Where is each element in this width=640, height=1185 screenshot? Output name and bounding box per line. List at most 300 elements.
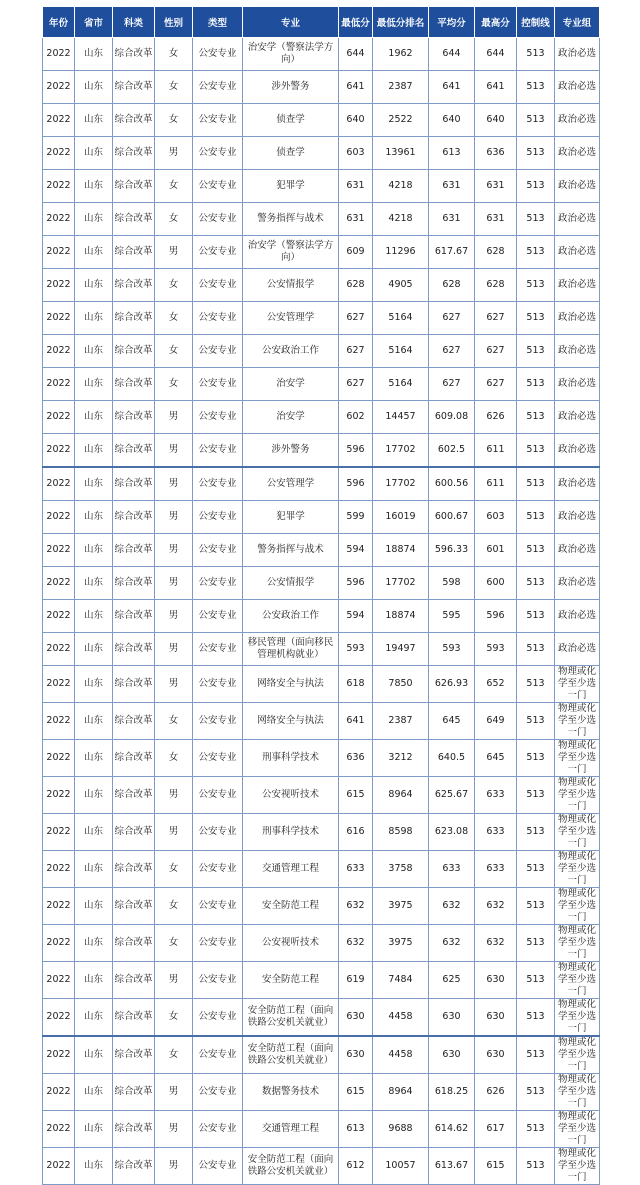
- cell-subject-group: 物理或化学至少选一门: [555, 888, 600, 925]
- cell-category: 综合改革: [113, 666, 155, 703]
- cell-province: 山东: [75, 501, 113, 534]
- cell-min-rank: 5164: [373, 335, 429, 368]
- cell-min-rank: 3758: [373, 851, 429, 888]
- cell-province: 山东: [75, 888, 113, 925]
- cell-gender: 男: [155, 1111, 193, 1148]
- cell-major: 公安政治工作: [243, 600, 339, 633]
- cell-type: 公安专业: [193, 703, 243, 740]
- header-type: 类型: [193, 7, 243, 38]
- header-province: 省市: [75, 7, 113, 38]
- cell-min-rank: 8964: [373, 777, 429, 814]
- cell-year: 2022: [43, 170, 75, 203]
- cell-province: 山东: [75, 633, 113, 666]
- cell-category: 综合改革: [113, 1148, 155, 1185]
- cell-type: 公安专业: [193, 633, 243, 666]
- cell-province: 山东: [75, 1111, 113, 1148]
- cell-major: 警务指挥与战术: [243, 534, 339, 567]
- cell-type: 公安专业: [193, 170, 243, 203]
- admission-score-table-container: [42, 6, 599, 1185]
- cell-type: 公安专业: [193, 600, 243, 633]
- cell-type: 公安专业: [193, 203, 243, 236]
- cell-avg-score: 609.08: [429, 401, 475, 434]
- admission-score-table: [42, 6, 600, 1185]
- cell-max-score: 636: [475, 137, 517, 170]
- cell-category: 综合改革: [113, 104, 155, 137]
- table-row: [43, 335, 600, 368]
- cell-control-line: 513: [517, 925, 555, 962]
- cell-min-score: 602: [339, 401, 373, 434]
- cell-min-rank: 2387: [373, 71, 429, 104]
- cell-max-score: 611: [475, 434, 517, 468]
- cell-max-score: 627: [475, 302, 517, 335]
- cell-gender: 男: [155, 501, 193, 534]
- cell-gender: 女: [155, 38, 193, 71]
- cell-year: 2022: [43, 302, 75, 335]
- table-row: [43, 999, 600, 1037]
- cell-category: 综合改革: [113, 501, 155, 534]
- cell-subject-group: 物理或化学至少选一门: [555, 814, 600, 851]
- cell-control-line: 513: [517, 38, 555, 71]
- cell-province: 山东: [75, 925, 113, 962]
- cell-category: 综合改革: [113, 302, 155, 335]
- cell-avg-score: 630: [429, 999, 475, 1037]
- cell-major: 公安政治工作: [243, 335, 339, 368]
- cell-min-score: 616: [339, 814, 373, 851]
- cell-avg-score: 627: [429, 368, 475, 401]
- cell-category: 综合改革: [113, 534, 155, 567]
- cell-type: 公安专业: [193, 467, 243, 501]
- cell-subject-group: 政治必选: [555, 633, 600, 666]
- cell-max-score: 631: [475, 203, 517, 236]
- cell-avg-score: 633: [429, 851, 475, 888]
- table-row: [43, 302, 600, 335]
- cell-category: 综合改革: [113, 170, 155, 203]
- cell-gender: 女: [155, 1036, 193, 1074]
- table-row: [43, 501, 600, 534]
- cell-year: 2022: [43, 236, 75, 269]
- table-row: [43, 888, 600, 925]
- cell-year: 2022: [43, 467, 75, 501]
- cell-min-score: 593: [339, 633, 373, 666]
- header-control-line: 控制线: [517, 7, 555, 38]
- cell-subject-group: 政治必选: [555, 567, 600, 600]
- cell-control-line: 513: [517, 1148, 555, 1185]
- cell-year: 2022: [43, 38, 75, 71]
- cell-control-line: 513: [517, 814, 555, 851]
- cell-max-score: 628: [475, 269, 517, 302]
- cell-major: 涉外警务: [243, 434, 339, 468]
- cell-min-score: 630: [339, 1036, 373, 1074]
- cell-max-score: 631: [475, 170, 517, 203]
- cell-category: 综合改革: [113, 1111, 155, 1148]
- cell-category: 综合改革: [113, 633, 155, 666]
- cell-year: 2022: [43, 104, 75, 137]
- cell-gender: 男: [155, 962, 193, 999]
- cell-type: 公安专业: [193, 814, 243, 851]
- cell-gender: 女: [155, 335, 193, 368]
- cell-max-score: 652: [475, 666, 517, 703]
- cell-gender: 女: [155, 999, 193, 1037]
- cell-avg-score: 625.67: [429, 777, 475, 814]
- cell-gender: 男: [155, 1074, 193, 1111]
- cell-major: 犯罪学: [243, 170, 339, 203]
- cell-category: 综合改革: [113, 703, 155, 740]
- cell-max-score: 617: [475, 1111, 517, 1148]
- cell-min-rank: 10057: [373, 1148, 429, 1185]
- cell-type: 公安专业: [193, 368, 243, 401]
- cell-year: 2022: [43, 600, 75, 633]
- cell-category: 综合改革: [113, 999, 155, 1037]
- cell-year: 2022: [43, 71, 75, 104]
- cell-min-score: 636: [339, 740, 373, 777]
- cell-gender: 男: [155, 666, 193, 703]
- cell-control-line: 513: [517, 401, 555, 434]
- cell-year: 2022: [43, 1074, 75, 1111]
- cell-max-score: 593: [475, 633, 517, 666]
- cell-province: 山东: [75, 203, 113, 236]
- cell-control-line: 513: [517, 104, 555, 137]
- cell-year: 2022: [43, 335, 75, 368]
- cell-year: 2022: [43, 434, 75, 468]
- cell-min-score: 612: [339, 1148, 373, 1185]
- cell-gender: 男: [155, 236, 193, 269]
- cell-control-line: 513: [517, 269, 555, 302]
- cell-year: 2022: [43, 1036, 75, 1074]
- cell-max-score: 630: [475, 999, 517, 1037]
- cell-type: 公安专业: [193, 777, 243, 814]
- cell-province: 山东: [75, 567, 113, 600]
- cell-major: 公安情报学: [243, 567, 339, 600]
- cell-gender: 女: [155, 302, 193, 335]
- cell-major: 治安学（警察法学方向）: [243, 236, 339, 269]
- cell-type: 公安专业: [193, 962, 243, 999]
- cell-max-score: 603: [475, 501, 517, 534]
- cell-max-score: 600: [475, 567, 517, 600]
- cell-avg-score: 641: [429, 71, 475, 104]
- cell-avg-score: 617.67: [429, 236, 475, 269]
- cell-gender: 女: [155, 925, 193, 962]
- cell-avg-score: 627: [429, 335, 475, 368]
- cell-max-score: 628: [475, 236, 517, 269]
- cell-max-score: 633: [475, 777, 517, 814]
- table-row: [43, 401, 600, 434]
- cell-min-score: 627: [339, 368, 373, 401]
- cell-year: 2022: [43, 567, 75, 600]
- cell-category: 综合改革: [113, 137, 155, 170]
- cell-min-score: 633: [339, 851, 373, 888]
- cell-major: 治安学（警察法学方向）: [243, 38, 339, 71]
- cell-category: 综合改革: [113, 851, 155, 888]
- cell-min-score: 631: [339, 203, 373, 236]
- cell-subject-group: 政治必选: [555, 335, 600, 368]
- cell-max-score: 640: [475, 104, 517, 137]
- cell-min-score: 641: [339, 703, 373, 740]
- cell-category: 综合改革: [113, 777, 155, 814]
- cell-major: 侦查学: [243, 104, 339, 137]
- cell-major: 警务指挥与战术: [243, 203, 339, 236]
- cell-subject-group: 政治必选: [555, 137, 600, 170]
- cell-gender: 男: [155, 600, 193, 633]
- cell-max-score: 615: [475, 1148, 517, 1185]
- cell-subject-group: 政治必选: [555, 170, 600, 203]
- table-row: [43, 1148, 600, 1185]
- cell-year: 2022: [43, 1111, 75, 1148]
- cell-min-rank: 4458: [373, 1036, 429, 1074]
- cell-min-score: 599: [339, 501, 373, 534]
- cell-type: 公安专业: [193, 269, 243, 302]
- cell-type: 公安专业: [193, 236, 243, 269]
- cell-gender: 男: [155, 534, 193, 567]
- cell-gender: 男: [155, 434, 193, 468]
- cell-max-score: 630: [475, 962, 517, 999]
- cell-province: 山东: [75, 534, 113, 567]
- cell-avg-score: 631: [429, 170, 475, 203]
- table-row: [43, 777, 600, 814]
- cell-type: 公安专业: [193, 401, 243, 434]
- cell-min-score: 594: [339, 600, 373, 633]
- cell-province: 山东: [75, 851, 113, 888]
- cell-subject-group: 物理或化学至少选一门: [555, 1036, 600, 1074]
- cell-gender: 男: [155, 777, 193, 814]
- cell-year: 2022: [43, 888, 75, 925]
- cell-avg-score: 600.67: [429, 501, 475, 534]
- table-row: [43, 534, 600, 567]
- cell-major: 公安视听技术: [243, 777, 339, 814]
- cell-max-score: 641: [475, 71, 517, 104]
- cell-type: 公安专业: [193, 1148, 243, 1185]
- cell-subject-group: 政治必选: [555, 401, 600, 434]
- header-major: 专业: [243, 7, 339, 38]
- table-row: [43, 236, 600, 269]
- cell-control-line: 513: [517, 1074, 555, 1111]
- cell-subject-group: 政治必选: [555, 269, 600, 302]
- cell-avg-score: 613: [429, 137, 475, 170]
- cell-min-rank: 5164: [373, 302, 429, 335]
- cell-max-score: 626: [475, 1074, 517, 1111]
- cell-avg-score: 593: [429, 633, 475, 666]
- cell-type: 公安专业: [193, 999, 243, 1037]
- cell-year: 2022: [43, 999, 75, 1037]
- cell-major: 涉外警务: [243, 71, 339, 104]
- cell-gender: 男: [155, 1148, 193, 1185]
- cell-avg-score: 628: [429, 269, 475, 302]
- cell-avg-score: 598: [429, 567, 475, 600]
- cell-control-line: 513: [517, 962, 555, 999]
- cell-max-score: 649: [475, 703, 517, 740]
- table-row: [43, 666, 600, 703]
- cell-gender: 女: [155, 740, 193, 777]
- cell-subject-group: 政治必选: [555, 501, 600, 534]
- cell-type: 公安专业: [193, 534, 243, 567]
- cell-province: 山东: [75, 269, 113, 302]
- table-row: [43, 467, 600, 501]
- table-row: [43, 1111, 600, 1148]
- cell-category: 综合改革: [113, 814, 155, 851]
- cell-year: 2022: [43, 851, 75, 888]
- cell-year: 2022: [43, 962, 75, 999]
- cell-subject-group: 政治必选: [555, 203, 600, 236]
- table-row: [43, 269, 600, 302]
- cell-subject-group: 物理或化学至少选一门: [555, 962, 600, 999]
- cell-subject-group: 政治必选: [555, 71, 600, 104]
- cell-province: 山东: [75, 777, 113, 814]
- cell-subject-group: 政治必选: [555, 236, 600, 269]
- cell-gender: 男: [155, 401, 193, 434]
- cell-min-rank: 17702: [373, 467, 429, 501]
- cell-subject-group: 物理或化学至少选一门: [555, 999, 600, 1037]
- header-min-score: 最低分: [339, 7, 373, 38]
- cell-min-rank: 17702: [373, 434, 429, 468]
- cell-min-score: 594: [339, 534, 373, 567]
- cell-avg-score: 627: [429, 302, 475, 335]
- cell-category: 综合改革: [113, 740, 155, 777]
- cell-min-score: 596: [339, 467, 373, 501]
- cell-avg-score: 623.08: [429, 814, 475, 851]
- cell-avg-score: 614.62: [429, 1111, 475, 1148]
- cell-max-score: 626: [475, 401, 517, 434]
- cell-subject-group: 政治必选: [555, 600, 600, 633]
- cell-min-rank: 8598: [373, 814, 429, 851]
- cell-category: 综合改革: [113, 401, 155, 434]
- cell-avg-score: 645: [429, 703, 475, 740]
- cell-province: 山东: [75, 962, 113, 999]
- cell-major: 网络安全与执法: [243, 703, 339, 740]
- cell-gender: 女: [155, 368, 193, 401]
- cell-province: 山东: [75, 38, 113, 71]
- cell-avg-score: 596.33: [429, 534, 475, 567]
- cell-year: 2022: [43, 501, 75, 534]
- cell-year: 2022: [43, 203, 75, 236]
- cell-min-score: 630: [339, 999, 373, 1037]
- cell-category: 综合改革: [113, 38, 155, 71]
- table-row: [43, 633, 600, 666]
- cell-max-score: 644: [475, 38, 517, 71]
- cell-category: 综合改革: [113, 269, 155, 302]
- cell-gender: 男: [155, 137, 193, 170]
- table-row: [43, 962, 600, 999]
- cell-min-rank: 4218: [373, 170, 429, 203]
- cell-major: 公安情报学: [243, 269, 339, 302]
- cell-control-line: 513: [517, 71, 555, 104]
- cell-year: 2022: [43, 1148, 75, 1185]
- cell-min-score: 615: [339, 1074, 373, 1111]
- cell-control-line: 513: [517, 851, 555, 888]
- cell-min-rank: 4905: [373, 269, 429, 302]
- cell-province: 山东: [75, 703, 113, 740]
- cell-avg-score: 632: [429, 888, 475, 925]
- cell-year: 2022: [43, 137, 75, 170]
- cell-min-rank: 18874: [373, 600, 429, 633]
- cell-province: 山东: [75, 137, 113, 170]
- cell-min-score: 618: [339, 666, 373, 703]
- cell-major: 刑事科学技术: [243, 814, 339, 851]
- table-header-row: [43, 7, 600, 38]
- cell-province: 山东: [75, 401, 113, 434]
- cell-type: 公安专业: [193, 925, 243, 962]
- cell-avg-score: 640.5: [429, 740, 475, 777]
- cell-major: 移民管理（面向移民管理机构就业）: [243, 633, 339, 666]
- table-row: [43, 740, 600, 777]
- cell-major: 犯罪学: [243, 501, 339, 534]
- cell-min-rank: 4458: [373, 999, 429, 1037]
- cell-year: 2022: [43, 534, 75, 567]
- cell-major: 治安学: [243, 368, 339, 401]
- cell-min-rank: 8964: [373, 1074, 429, 1111]
- cell-avg-score: 618.25: [429, 1074, 475, 1111]
- cell-min-score: 641: [339, 71, 373, 104]
- cell-category: 综合改革: [113, 1074, 155, 1111]
- cell-major: 安全防范工程: [243, 962, 339, 999]
- cell-province: 山东: [75, 434, 113, 468]
- cell-min-rank: 14457: [373, 401, 429, 434]
- table-row: [43, 703, 600, 740]
- cell-category: 综合改革: [113, 962, 155, 999]
- cell-control-line: 513: [517, 170, 555, 203]
- cell-subject-group: 物理或化学至少选一门: [555, 1111, 600, 1148]
- cell-avg-score: 600.56: [429, 467, 475, 501]
- cell-avg-score: 630: [429, 1036, 475, 1074]
- cell-max-score: 611: [475, 467, 517, 501]
- cell-province: 山东: [75, 104, 113, 137]
- cell-control-line: 513: [517, 302, 555, 335]
- cell-min-rank: 16019: [373, 501, 429, 534]
- header-min-rank: 最低分排名: [373, 7, 429, 38]
- cell-max-score: 601: [475, 534, 517, 567]
- cell-min-score: 631: [339, 170, 373, 203]
- cell-major: 公安视听技术: [243, 925, 339, 962]
- cell-max-score: 633: [475, 814, 517, 851]
- cell-min-rank: 1962: [373, 38, 429, 71]
- cell-control-line: 513: [517, 567, 555, 600]
- cell-subject-group: 物理或化学至少选一门: [555, 851, 600, 888]
- cell-max-score: 633: [475, 851, 517, 888]
- cell-type: 公安专业: [193, 137, 243, 170]
- cell-control-line: 513: [517, 777, 555, 814]
- cell-control-line: 513: [517, 501, 555, 534]
- cell-major: 交通管理工程: [243, 851, 339, 888]
- cell-avg-score: 644: [429, 38, 475, 71]
- cell-min-rank: 13961: [373, 137, 429, 170]
- cell-control-line: 513: [517, 703, 555, 740]
- cell-max-score: 632: [475, 925, 517, 962]
- cell-category: 综合改革: [113, 1036, 155, 1074]
- cell-province: 山东: [75, 335, 113, 368]
- cell-min-score: 596: [339, 434, 373, 468]
- cell-major: 刑事科学技术: [243, 740, 339, 777]
- cell-major: 交通管理工程: [243, 1111, 339, 1148]
- table-row: [43, 1036, 600, 1074]
- cell-min-score: 628: [339, 269, 373, 302]
- cell-min-rank: 7484: [373, 962, 429, 999]
- cell-gender: 男: [155, 467, 193, 501]
- header-subject-group: 专业组: [555, 7, 600, 38]
- cell-subject-group: 物理或化学至少选一门: [555, 703, 600, 740]
- table-row: [43, 925, 600, 962]
- cell-type: 公安专业: [193, 335, 243, 368]
- cell-year: 2022: [43, 777, 75, 814]
- cell-gender: 女: [155, 170, 193, 203]
- cell-subject-group: 物理或化学至少选一门: [555, 925, 600, 962]
- cell-year: 2022: [43, 814, 75, 851]
- table-row: [43, 38, 600, 71]
- cell-province: 山东: [75, 1036, 113, 1074]
- cell-subject-group: 物理或化学至少选一门: [555, 740, 600, 777]
- cell-min-score: 609: [339, 236, 373, 269]
- cell-type: 公安专业: [193, 71, 243, 104]
- header-gender: 性别: [155, 7, 193, 38]
- cell-min-score: 603: [339, 137, 373, 170]
- cell-gender: 男: [155, 567, 193, 600]
